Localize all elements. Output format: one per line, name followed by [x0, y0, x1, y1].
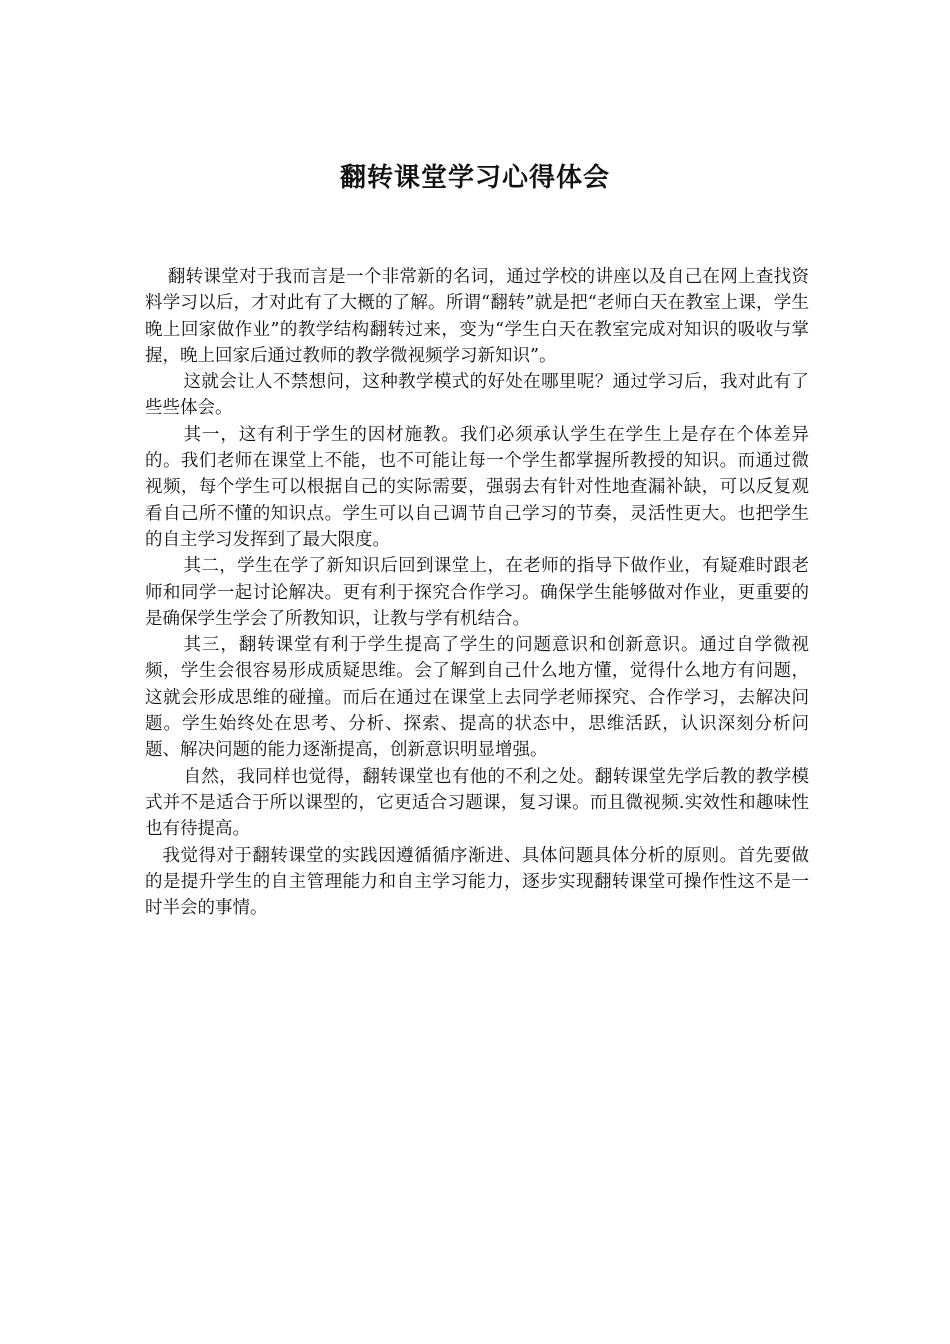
paragraph-point-one: 其一，这有利于学生的因材施教。我们必须承认学生在学生上是存在个体差异的。我们老师在课堂上不能，也不可能让每一个学生都掌握所教授的知识。而通过微视频，每个学生可以根据自己的实际需要，强弱去有针对性地查漏补缺，可以反复观看自己所不懂的知识点。学生可以自己调节自己学习的节奏，灵活性更大。也把学生的自主学习发挥到了最大限度。 — [145, 424, 809, 550]
paragraph-point-two: 其二，学生在学了新知识后回到课堂上，在老师的指导下做作业，有疑难时跟老师和同学一起讨论解决。更有利于探究合作学习。确保学生能够做对作业，更重要的是确保学生学会了所教知识，让教与学有机结合。 — [145, 556, 809, 629]
paragraph-question: 这就会让人不禁想问，这种教学模式的好处在哪里呢？通过学习后，我对此有了些些体会。 — [145, 372, 809, 419]
paragraph-drawbacks: 自然，我同样也觉得，翻转课堂也有他的不利之处。翻转课堂先学后教的教学模式并不是适合于所以课型的，它更适合习题课，复习课。而且微视频.实效性和趣味性也有待提高。 — [145, 766, 809, 840]
paragraph-intro: 翻转课堂对于我而言是一个非常新的名词，通过学校的讲座以及自己在网上查找资料学习以后，才对此有了大概的了解。所谓“翻转”就是把“老师白天在教室上课，学生晚上回家做作业”的教学结构翻转过来，变为“学生白天在教室完成对知识的吸收与掌握，晚上回家后通过教师的教学微视频学习新知识”。 — [145, 267, 809, 366]
document-body — [145, 264, 809, 921]
document-title: 翻转课堂学习心得体会 — [339, 163, 610, 193]
paragraph-conclusion: 我觉得对于翻转课堂的实践因遵循循序渐进、具体问题具体分析的原则。首先要做的是提升学生的自主管理能力和自主学习能力，逐步实现翻转课堂可操作性这不是一时半会的事情。 — [145, 845, 809, 919]
paragraph-point-three: 其三，翻转课堂有利于学生提高了学生的问题意识和创新意识。通过自学微视频，学生会很容易形成质疑思维。会了解到自己什么地方懂，觉得什么地方有问题，这就会形成思维的碰撞。而后在通过在课堂上去同学老师探究、合作学习，去解决问题。学生始终处在思考、分析、探索、提高的状态中，思维活跃，认识深刻分析问题、解决问题的能力逐渐提高，创新意识明显增强。 — [145, 635, 809, 761]
